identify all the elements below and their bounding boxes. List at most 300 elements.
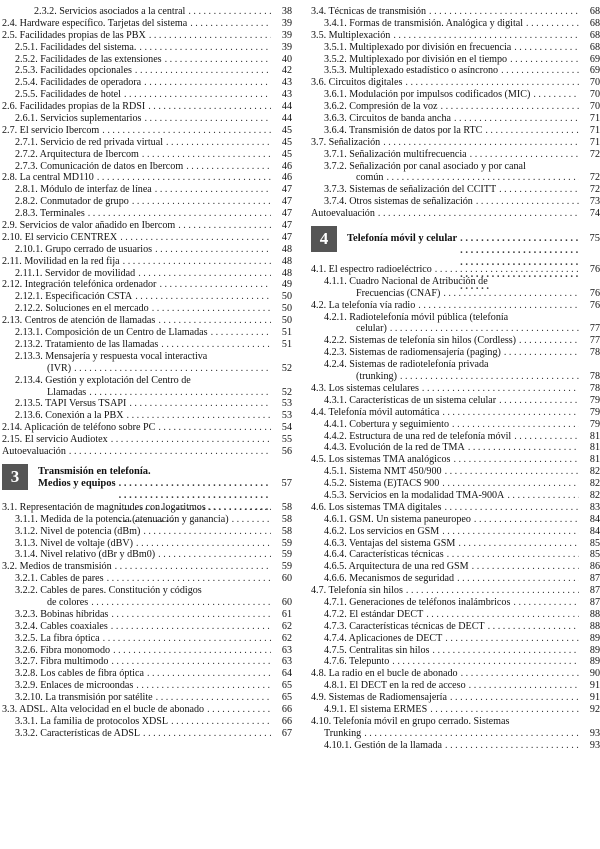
toc-entry-title: 4.1.1. Cuadro Nacional de Atribución de <box>324 275 488 287</box>
toc-entry[interactable] <box>311 65 600 77</box>
toc-entry[interactable] <box>2 633 292 645</box>
page-number: 47 <box>281 208 292 220</box>
toc-entry-title: 4.7.6. Telepunto <box>324 656 390 668</box>
toc-entry-title: 3.2.9. Enlaces de microondas <box>15 680 134 692</box>
toc-entry-title: 2.13.3. Mensajería y respuesta vocal interactiva <box>15 350 208 362</box>
page-number: 77 <box>589 323 600 335</box>
toc-entry[interactable] <box>311 6 600 18</box>
toc-entry[interactable] <box>2 502 292 514</box>
dot-leader <box>138 268 271 280</box>
page-number: 63 <box>281 656 292 668</box>
dot-leader <box>458 538 579 550</box>
toc-entry[interactable] <box>311 704 600 716</box>
page-number: 58 <box>281 501 292 513</box>
dot-leader <box>136 538 271 550</box>
dot-leader <box>88 208 271 220</box>
toc-entry-title: 3.6. Circuitos digitales <box>311 77 403 89</box>
toc-entry[interactable] <box>311 101 600 113</box>
page-number: 51 <box>281 327 292 339</box>
toc-entry-title: 4.5. Los sistemas TMA analógicos <box>311 454 451 466</box>
dot-leader <box>166 137 271 149</box>
toc-entry[interactable] <box>2 716 292 728</box>
toc-entry-title: 4.5.2. Sistema (E)TACS 900 <box>324 478 440 490</box>
page-number: 59 <box>281 549 292 561</box>
toc-entry-title: 3.2. Medios de transmisión <box>2 561 112 573</box>
toc-entry-title: 3.7. Señalización <box>311 136 381 148</box>
dot-leader <box>386 172 579 184</box>
toc-entry[interactable] <box>311 585 600 597</box>
dot-leader <box>393 30 579 42</box>
toc-entry-title: 3.2.4. Cables coaxiales <box>15 620 108 632</box>
toc-entry-title: 2.5.4. Facilidades de operadora <box>15 77 142 89</box>
toc-entry[interactable] <box>311 407 600 419</box>
dot-leader <box>426 609 579 621</box>
page-number: 58 <box>281 513 292 525</box>
toc-entry[interactable] <box>311 502 600 514</box>
toc-entry[interactable] <box>2 30 292 42</box>
dot-leader <box>422 383 579 395</box>
toc-entry-title: 3.1.3. Nivel de voltaje (dBV) <box>15 537 134 549</box>
dot-leader <box>445 633 579 645</box>
page-number: 89 <box>589 656 600 668</box>
toc-entry[interactable] <box>2 220 292 232</box>
page-number: 46 <box>281 172 292 184</box>
toc-entry-title: 2.6.1. Servicios suplementarios <box>15 113 142 125</box>
toc-entry[interactable] <box>311 383 600 395</box>
toc-entry[interactable] <box>2 351 292 375</box>
dot-leader <box>378 208 579 220</box>
toc-entry[interactable] <box>2 704 292 716</box>
toc-entry[interactable] <box>2 268 292 280</box>
page-number: 47 <box>281 220 292 232</box>
toc-entry[interactable] <box>311 526 600 538</box>
toc-entry[interactable] <box>311 18 600 30</box>
dot-leader <box>418 300 579 312</box>
toc-entry[interactable] <box>311 680 600 692</box>
dot-leader <box>392 656 579 668</box>
toc-entry-title-cont: de colores <box>47 596 89 608</box>
toc-entry-title: 3.1. Representación de magnitudes con logaritmos <box>2 501 206 513</box>
page-number: 65 <box>281 692 292 704</box>
toc-entry-title: 4.7.4. Aplicaciones de DECT <box>324 632 443 644</box>
toc-entry[interactable] <box>311 668 600 680</box>
toc-entry[interactable] <box>311 454 600 466</box>
dot-leader <box>159 279 271 291</box>
page-number: 71 <box>589 113 600 125</box>
dot-leader <box>513 597 579 609</box>
toc-entry[interactable] <box>2 113 292 125</box>
toc-entry-title: 4.7.2. El estándar DECT <box>324 608 424 620</box>
toc-entry-title: 3.7.1. Señalización multifrecuencia <box>324 148 467 160</box>
page-number: 52 <box>281 386 292 398</box>
page-number: 88 <box>589 608 600 620</box>
toc-entry[interactable] <box>2 398 292 410</box>
toc-entry[interactable] <box>311 740 600 752</box>
toc-entry-title: 3.4. Técnicas de transmisión <box>311 6 427 17</box>
toc-entry[interactable] <box>2 526 292 538</box>
page-number: 87 <box>589 596 600 608</box>
toc-entry[interactable] <box>2 303 292 315</box>
dot-leader <box>405 77 579 89</box>
toc-entry[interactable] <box>311 300 600 312</box>
toc-entry-title: 2.13.2. Tratamiento de las llamadas <box>15 338 159 350</box>
page-number: 39 <box>281 17 292 29</box>
dot-leader <box>158 422 271 434</box>
toc-entry[interactable] <box>311 645 600 657</box>
toc-entry-title: 2.12. Integración telefónica ordenador <box>2 279 157 291</box>
toc-entry[interactable] <box>311 196 600 208</box>
dot-leader <box>474 514 579 526</box>
toc-entry[interactable] <box>2 42 292 54</box>
dot-leader <box>501 65 579 77</box>
toc-entry[interactable] <box>311 466 600 478</box>
toc-entry[interactable] <box>311 335 600 347</box>
toc-entry[interactable] <box>311 77 600 89</box>
dot-leader <box>103 633 271 645</box>
dot-leader <box>115 561 271 573</box>
toc-entry[interactable] <box>311 573 600 585</box>
toc-entry[interactable] <box>311 490 600 502</box>
page-number: 44 <box>281 113 292 125</box>
toc-entry[interactable] <box>311 561 600 573</box>
page-number: 89 <box>589 644 600 656</box>
toc-entry-title: 4.6.5. Arquitectura de una red GSM <box>324 561 469 573</box>
toc-entry-title: 3.2.10. La transmisión por satélite <box>15 692 153 704</box>
toc-entry-title: 4.6. Los sistemas TMA digitales <box>311 501 442 513</box>
toc-entry[interactable] <box>311 347 600 359</box>
page-number: 68 <box>589 29 600 41</box>
dot-leader <box>504 347 579 359</box>
toc-entry[interactable] <box>311 514 600 526</box>
toc-entry[interactable] <box>311 89 600 101</box>
toc-entry-title: 3.5.1. Multiplexado por división en frecuencia <box>324 41 512 53</box>
toc-entry-title: 4.2. La telefonía vía radio <box>311 299 416 311</box>
toc-entry[interactable] <box>2 645 292 657</box>
page-number: 38 <box>281 6 292 17</box>
toc-entry-title: 3.5.3. Multiplexado estadístico o asíncrono <box>324 65 499 77</box>
toc-entry[interactable] <box>2 573 292 585</box>
dot-leader <box>211 327 271 339</box>
page-number: 58 <box>281 525 292 537</box>
toc-entry-title: 3.7.2. Señalización por canal asociado y por canal <box>324 160 526 172</box>
toc-entry[interactable] <box>2 291 292 303</box>
page-number: 61 <box>281 608 292 620</box>
toc-entry[interactable] <box>311 149 600 161</box>
toc-entry-title: 2.8.1. Módulo de interfaz de línea <box>15 184 152 196</box>
dot-leader <box>442 407 579 419</box>
page-number: 91 <box>589 692 600 704</box>
dot-leader <box>152 303 271 315</box>
page-number: 86 <box>589 561 600 573</box>
page-number: 79 <box>589 394 600 406</box>
dot-leader <box>97 172 271 184</box>
dot-leader <box>429 6 579 18</box>
toc-entry-title: 2.4. Hardware específico. Tarjetas del sistema <box>2 17 188 29</box>
page-number: 76 <box>589 264 600 276</box>
toc-entry[interactable] <box>2 232 292 244</box>
toc-entry-title: 2.10. El servicio CENTREX <box>2 231 118 243</box>
toc-entry[interactable] <box>311 656 600 668</box>
page-number: 44 <box>281 101 292 113</box>
dot-leader <box>69 446 271 458</box>
dot-leader <box>148 101 271 113</box>
toc-entry[interactable] <box>311 208 600 220</box>
dot-leader <box>445 740 579 752</box>
toc-entry[interactable] <box>2 609 292 621</box>
page-number: 67 <box>281 727 292 739</box>
page-number: 93 <box>589 727 600 739</box>
toc-entry[interactable] <box>311 621 600 633</box>
page-number: 73 <box>589 196 600 208</box>
dot-leader <box>136 680 271 692</box>
toc-entry[interactable] <box>2 315 292 327</box>
page-number: 71 <box>589 136 600 148</box>
dot-leader <box>452 419 579 431</box>
toc-entry[interactable] <box>311 113 600 125</box>
toc-entry-title: 2.5.3. Facilidades opcionales <box>15 65 132 77</box>
toc-entry-title: 4.1. El espectro radioeléctrico <box>311 264 432 276</box>
toc-entry[interactable] <box>2 585 292 609</box>
dot-leader <box>470 149 579 161</box>
dot-leader <box>450 692 579 704</box>
page-number: 93 <box>589 739 600 751</box>
page-number: 60 <box>281 596 292 608</box>
toc-entry-title: 4.6.6. Mecanismos de seguridad <box>324 573 455 585</box>
toc-entry[interactable] <box>2 65 292 77</box>
dot-leader <box>158 549 271 561</box>
toc-entry-title: 2.5.5. Facilidades de hotel <box>15 89 121 101</box>
toc-entry[interactable] <box>2 279 292 291</box>
toc-entry[interactable] <box>311 125 600 137</box>
toc-entry[interactable] <box>311 538 600 550</box>
toc-entry[interactable] <box>2 375 292 399</box>
toc-entry[interactable] <box>311 609 600 621</box>
dot-leader <box>111 609 271 621</box>
dot-leader <box>143 526 271 538</box>
toc-entry-title: 2.13.6. Conexión a la PBX <box>15 410 124 422</box>
toc-entry[interactable] <box>2 410 292 422</box>
toc-entry[interactable] <box>2 680 292 692</box>
chapter-title-line: Transmisión en telefonía. <box>38 465 151 477</box>
toc-entry-title: 2.13. Centros de atención de llamadas <box>2 315 156 327</box>
toc-entry-title: 3.6.2. Compresión de la voz <box>324 101 438 113</box>
toc-entry-title: 2.5.1. Facilidades del sistema. <box>15 41 137 53</box>
page-number: 70 <box>589 89 600 101</box>
page-number: 76 <box>589 299 600 311</box>
toc-entry-title: 2.10.1. Grupo cerrado de usuarios <box>15 243 153 255</box>
dot-leader <box>139 42 271 54</box>
toc-entry-title-cont: (IVR) <box>47 362 72 374</box>
dot-leader <box>135 65 271 77</box>
chapter-title-line: Telefonía móvil y celular <box>347 233 458 245</box>
page-number: 46 <box>281 160 292 172</box>
dot-leader <box>147 668 271 680</box>
page-number: 45 <box>281 124 292 136</box>
toc-entry-title: 3.5.2. Multiplexado por división en el tiempo <box>324 53 508 65</box>
toc-entry-title: 2.12.1. Especificación CSTA <box>15 291 133 303</box>
toc-entry[interactable] <box>2 538 292 550</box>
toc-column-right <box>311 6 600 752</box>
page-number: 84 <box>589 525 600 537</box>
toc-entry[interactable] <box>311 137 600 149</box>
dot-leader <box>113 645 271 657</box>
toc-entry[interactable] <box>2 77 292 89</box>
toc-entry[interactable] <box>2 422 292 434</box>
page-number: 87 <box>589 573 600 585</box>
page-number: 68 <box>589 41 600 53</box>
dot-leader <box>155 244 271 256</box>
dot-leader <box>102 125 271 137</box>
toc-entry[interactable] <box>2 149 292 161</box>
toc-entry[interactable] <box>311 42 600 54</box>
page-number: 81 <box>589 442 600 454</box>
toc-entry[interactable] <box>2 125 292 137</box>
toc-entry[interactable] <box>2 54 292 66</box>
page-number: 50 <box>281 291 292 303</box>
page-number: 39 <box>281 41 292 53</box>
toc-entry[interactable] <box>2 244 292 256</box>
page-number: 92 <box>589 703 600 715</box>
toc-entry[interactable] <box>311 633 600 645</box>
dot-leader <box>135 291 271 303</box>
toc-entry[interactable] <box>311 549 600 561</box>
page-number: 49 <box>281 279 292 291</box>
page-number: 39 <box>281 29 292 41</box>
dot-leader <box>142 149 271 161</box>
toc-entry-title: 3.2.8. Los cables de fibra óptica <box>15 668 144 680</box>
toc-entry-title: 3.6.3. Circuitos de banda ancha <box>324 113 451 125</box>
toc-entry[interactable] <box>311 597 600 609</box>
toc-entry-title: 2.5. Facilidades propias de las PBX <box>2 29 146 41</box>
dot-leader <box>406 585 579 597</box>
toc-entry-title: 3.6.4. Transmisión de datos por la RTC <box>324 124 483 136</box>
toc-entry[interactable] <box>2 101 292 113</box>
toc-entry[interactable] <box>2 549 292 561</box>
toc-entry-title: 4.6.2. Los servicios en GSM <box>324 525 440 537</box>
page-number: 64 <box>281 668 292 680</box>
dot-leader <box>144 77 271 89</box>
toc-entry-title: 2.3.2. Servicios asociados a la central <box>34 6 186 17</box>
dot-leader <box>232 514 271 526</box>
dot-leader <box>111 656 271 668</box>
page-number: 78 <box>589 382 600 394</box>
dot-leader <box>400 371 579 383</box>
page-number: 72 <box>589 148 600 160</box>
toc-entry[interactable] <box>311 276 600 300</box>
dot-leader <box>514 42 579 54</box>
toc-entry[interactable] <box>311 716 600 740</box>
page-number: 72 <box>589 184 600 196</box>
page-number: 43 <box>281 77 292 89</box>
toc-entry-title: 2.6. Facilidades propias de la RDSI <box>2 101 146 113</box>
toc-entry-title-cont: Trunking <box>324 727 362 739</box>
toc-entry[interactable] <box>311 161 600 185</box>
toc-entry[interactable] <box>2 161 292 173</box>
toc-entry-title: 3.1.4. Nivel relativo (dBr y dBm0) <box>15 549 156 561</box>
toc-entry[interactable] <box>2 339 292 351</box>
page-number: 42 <box>281 65 292 77</box>
toc-entry[interactable] <box>311 30 600 42</box>
page-number: 40 <box>281 53 292 65</box>
toc-entry[interactable] <box>311 395 600 407</box>
toc-entry-title: 4.9. Sistemas de Radiomensajería <box>311 692 447 704</box>
toc-entry[interactable] <box>311 442 600 454</box>
page-number: 57 <box>281 477 292 489</box>
toc-entry-title: 3.3. ADSL. Alta velocidad en el bucle de abonado <box>2 703 205 715</box>
toc-entry-title: 2.5.2. Facilidades de las extensiones <box>15 53 162 65</box>
toc-entry-title: 3.6.1. Modulación por impulsos codificados (MIC) <box>324 89 531 101</box>
page-number: 59 <box>281 537 292 549</box>
toc-entry[interactable] <box>311 359 600 383</box>
toc-entry-title: 3.2.5. La fibra óptica <box>15 632 100 644</box>
toc-entry[interactable] <box>2 446 292 458</box>
toc-entry[interactable] <box>2 208 292 220</box>
toc-entry[interactable] <box>311 184 600 196</box>
toc-entry[interactable] <box>2 137 292 149</box>
toc-entry-title: 2.11.1. Servidor de movilidad <box>15 267 136 279</box>
toc-entry-title: 2.7.2. Arquitectura de Ibercom <box>15 148 139 160</box>
page-number: 91 <box>589 680 600 692</box>
dot-leader <box>453 454 579 466</box>
toc-entry[interactable] <box>311 419 600 431</box>
toc-entry[interactable] <box>2 89 292 101</box>
toc-entry[interactable] <box>2 668 292 680</box>
page-number: 68 <box>589 6 600 17</box>
toc-entry[interactable] <box>2 561 292 573</box>
dot-leader <box>209 502 271 514</box>
dot-leader <box>390 323 579 335</box>
toc-entry[interactable] <box>2 692 292 704</box>
toc-entry[interactable] <box>311 692 600 704</box>
page-number: 60 <box>281 573 292 585</box>
dot-leader <box>129 398 271 410</box>
toc-entry[interactable] <box>2 196 292 208</box>
dot-leader <box>454 113 579 125</box>
page-number: 47 <box>281 196 292 208</box>
toc-entry-title: 2.12.2. Soluciones en el mercado <box>15 303 149 315</box>
dot-leader <box>499 395 579 407</box>
toc-entry[interactable] <box>311 264 600 276</box>
toc-entry[interactable] <box>2 514 292 526</box>
toc-entry[interactable] <box>2 621 292 633</box>
toc-entry[interactable] <box>311 431 600 443</box>
dot-leader <box>499 184 579 196</box>
page-number: 89 <box>589 632 600 644</box>
dot-leader <box>91 597 271 609</box>
page-number: 72 <box>589 172 600 184</box>
toc-entry-title: 4.2.2. Sistemas de telefonía sin hilos (Cordless) <box>324 335 517 347</box>
toc-entry-title: 3.7.4. Otros sistemas de señalización <box>324 196 473 208</box>
toc-entry[interactable] <box>2 184 292 196</box>
toc-entry[interactable] <box>311 312 600 336</box>
toc-entry[interactable] <box>2 728 292 740</box>
page-number: 79 <box>589 406 600 418</box>
toc-entry-title: 4.8. La radio en el bucle de abonado <box>311 668 458 680</box>
toc-entry[interactable] <box>2 656 292 668</box>
toc-entry[interactable] <box>311 54 600 66</box>
page-number: 48 <box>281 243 292 255</box>
toc-entry[interactable] <box>2 256 292 268</box>
page-number: 83 <box>589 501 600 513</box>
toc-entry[interactable] <box>2 6 292 18</box>
toc-entry[interactable] <box>2 327 292 339</box>
toc-entry[interactable] <box>2 172 292 184</box>
toc-entry-title: 3.5. Multiplexación <box>311 29 391 41</box>
toc-entry[interactable] <box>2 434 292 446</box>
toc-entry-title: 2.7. El servicio Ibercom <box>2 124 100 136</box>
toc-entry[interactable] <box>2 18 292 30</box>
toc-entry[interactable] <box>311 478 600 490</box>
